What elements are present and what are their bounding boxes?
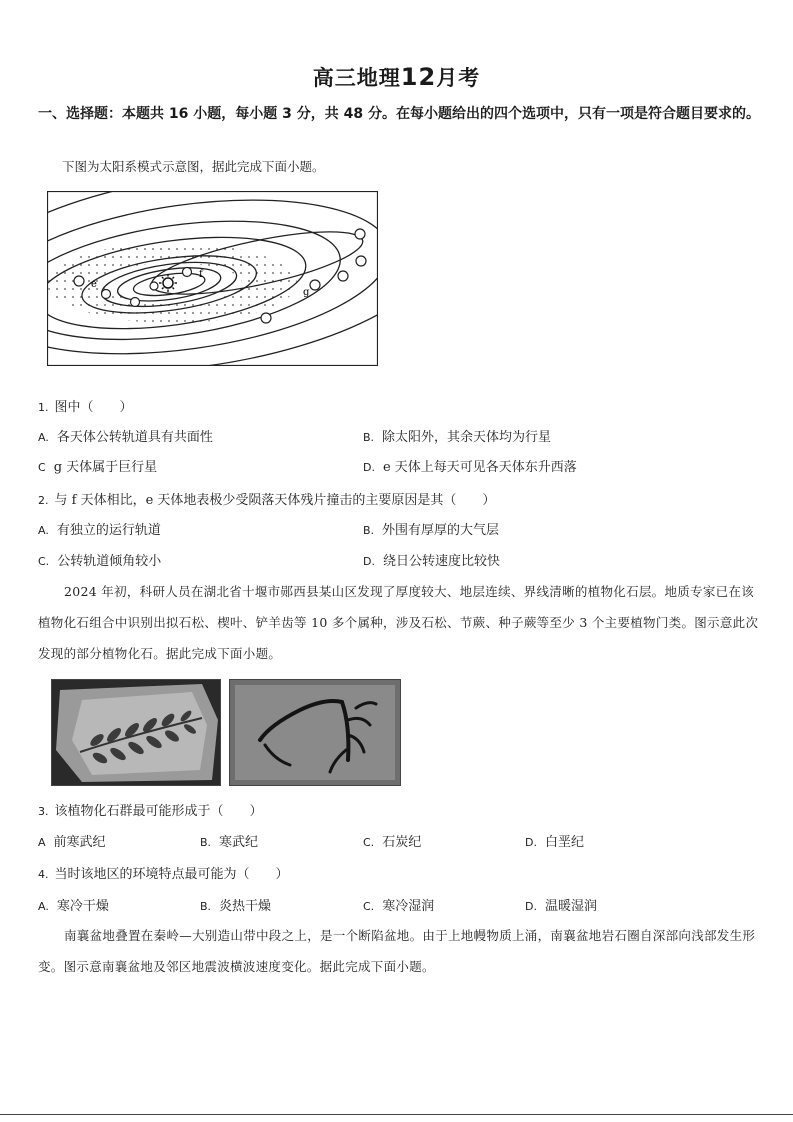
question-4 (38, 863, 289, 882)
question-stem: 图中（ ） (54, 400, 133, 415)
q4-option-b[interactable]: B. 炎热干燥 (200, 899, 272, 914)
question-number: 4. (38, 868, 49, 881)
q3-option-d[interactable]: D. 白垩纪 (525, 835, 584, 850)
q4-option-a[interactable]: A. 寒冷干燥 (38, 899, 109, 914)
question-number: 1. (38, 401, 49, 414)
title-number: 12 (400, 63, 437, 91)
question-2 (38, 489, 495, 508)
q3-option-b[interactable]: B. 寒武纪 (200, 835, 259, 850)
section-heading: 一、选择题：本题共 16 小题，每小题 3 分，共 48 分。在每小题给出的四个选项中，只有一项是符合题目要求的。 (38, 106, 760, 122)
title-suffix: 月考 (436, 66, 481, 90)
q3-option-a[interactable]: A 前寒武纪 (38, 835, 106, 850)
label-e: e (91, 279, 97, 290)
q1-option-c[interactable]: C g 天体属于巨行星 (38, 460, 158, 475)
group1-intro: 下图为太阳系模式示意图，据此完成下面小题。 (62, 159, 325, 174)
question-stem: 与 f 天体相比，e 天体地表极少受陨落天体残片撞击的主要原因是其（ ） (54, 493, 496, 508)
page-bottom-rule (0, 1114, 793, 1115)
title-text: 高三地理 (312, 66, 401, 90)
planet (356, 256, 366, 266)
question-stem: 当时该地区的环境特点最可能为（ ） (54, 867, 289, 882)
planet (183, 268, 192, 277)
planet (131, 298, 140, 307)
planet (310, 280, 320, 290)
group3-intro: 南襄盆地叠置在秦岭—大别造山带中段之上，是一个断陷盆地。由于上地幔物质上涌，南襄盆地岩石圈自深部向浅部发生形变。图示意南襄盆地及邻区地震波横波速度变化。据此完成下面小题。 (38, 928, 756, 974)
planet (74, 276, 84, 286)
planet (150, 282, 158, 290)
planet (355, 229, 365, 239)
planet (261, 313, 271, 323)
question-number: 3. (38, 805, 49, 818)
q1-option-a[interactable]: A. 各天体公转轨道具有共面性 (38, 430, 213, 445)
fern-fossil-image (51, 679, 221, 786)
question-stem: 该植物化石群最可能形成于（ ） (54, 804, 263, 819)
label-g: g (303, 287, 310, 298)
lycopsid-fossil-image (229, 679, 401, 786)
q2-option-d[interactable]: D. 绕日公转速度比较快 (363, 554, 500, 569)
page-title (0, 62, 793, 92)
q4-option-d[interactable]: D. 温暖湿润 (525, 899, 597, 914)
group2-intro: 2024 年初，科研人员在湖北省十堰市郧西县某山区发现了厚度较大、地层连续、界线清晰的植物化石层。地质专家已在该植物化石组合中识别出拟石松、楔叶、铲羊齿等 10 多个属种，涉及石松、节蕨、种子蕨等至少 3 个主要植物门类。图示意此次发现的部分植物化石。据此完成下面小题。 (38, 584, 759, 661)
planet (102, 290, 111, 299)
q2-option-a[interactable]: A. 有独立的运行轨道 (38, 523, 161, 538)
q1-option-b[interactable]: B. 除太阳外，其余天体均为行星 (363, 430, 552, 445)
question-3 (38, 800, 263, 819)
q2-option-c[interactable]: C. 公转轨道倾角较小 (38, 554, 162, 569)
q1-option-d[interactable]: D. e 天体上每天可见各天体东升西落 (363, 460, 577, 475)
label-f: f (199, 269, 203, 280)
q4-option-c[interactable]: C. 寒冷湿润 (363, 899, 435, 914)
question-1 (38, 396, 133, 415)
solar-system-figure (47, 191, 378, 366)
q3-option-c[interactable]: C. 石炭纪 (363, 835, 422, 850)
question-number: 2. (38, 494, 49, 507)
planet (338, 271, 348, 281)
q2-option-b[interactable]: B. 外围有厚厚的大气层 (363, 523, 500, 538)
